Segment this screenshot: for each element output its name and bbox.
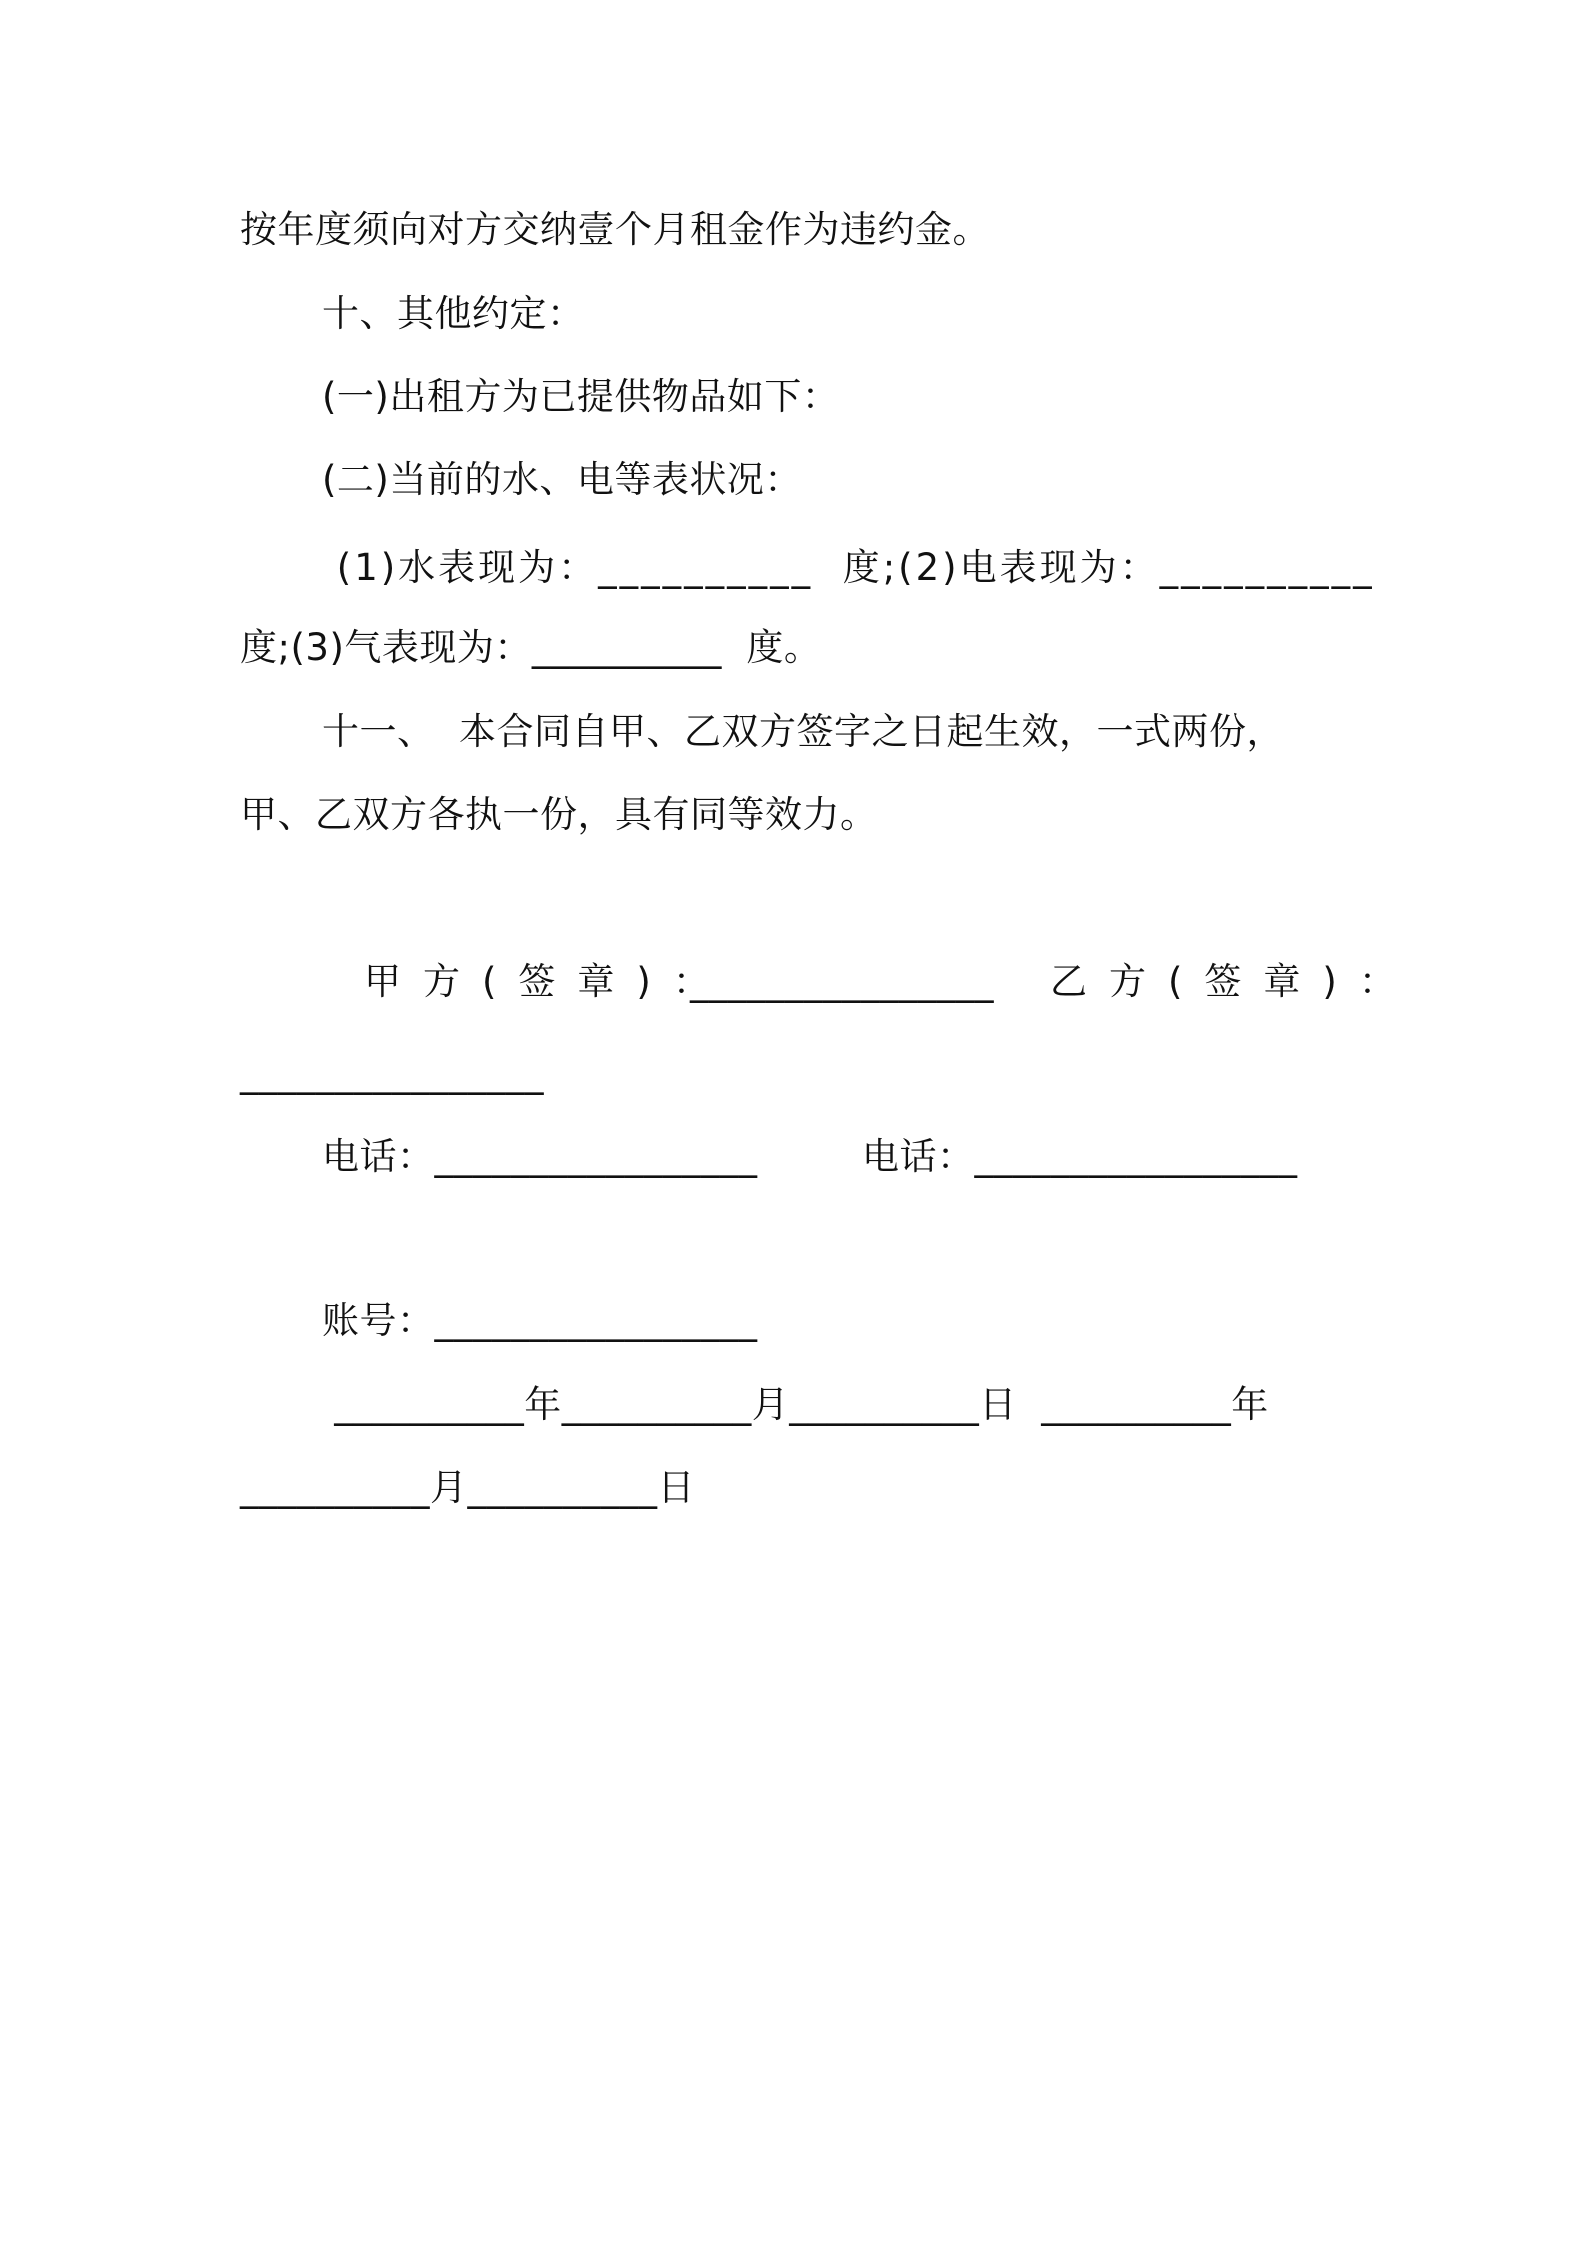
party-b-signature-label: 乙方(签章)： — [1050, 960, 1418, 1003]
penalty-clause-tail: 按年度须向对方交纳壹个月租金作为违约金。 — [240, 208, 990, 251]
section-eleven-line: 十一、 本合同自甲、乙双方签字之日起生效，一式两份， — [322, 710, 1285, 753]
meter-status-heading: (二)当前的水、电等表状况： — [322, 458, 802, 501]
water-electric-meter-line: (1)水表现为：__________ 度;(2)电表现为：__________ — [322, 546, 1375, 589]
party-b-phone: 电话：_________________ — [862, 1135, 1298, 1178]
party-a-signature-blank: ________________ — [690, 960, 994, 1003]
section-eleven-continuation: 甲、乙双方各执一份，具有同等效力。 — [240, 793, 878, 836]
party-b-signature-blank: ________________ — [240, 1052, 544, 1095]
section-ten-heading: 十、其他约定： — [322, 292, 585, 335]
provided-items-line: (一)出租方为已提供物品如下： — [322, 375, 840, 418]
account-number: 账号：_________________ — [322, 1299, 758, 1342]
party-a-phone: 电话：_________________ — [322, 1135, 758, 1178]
signing-dates-continuation: __________月__________日 — [240, 1466, 695, 1509]
party-a-signature-label: 甲方(签章)： — [364, 960, 732, 1003]
gas-meter-line: 度;(3)气表现为：__________ 度。 — [240, 626, 822, 669]
signing-dates-line: __________年__________月__________日 __________年 — [322, 1383, 1269, 1426]
